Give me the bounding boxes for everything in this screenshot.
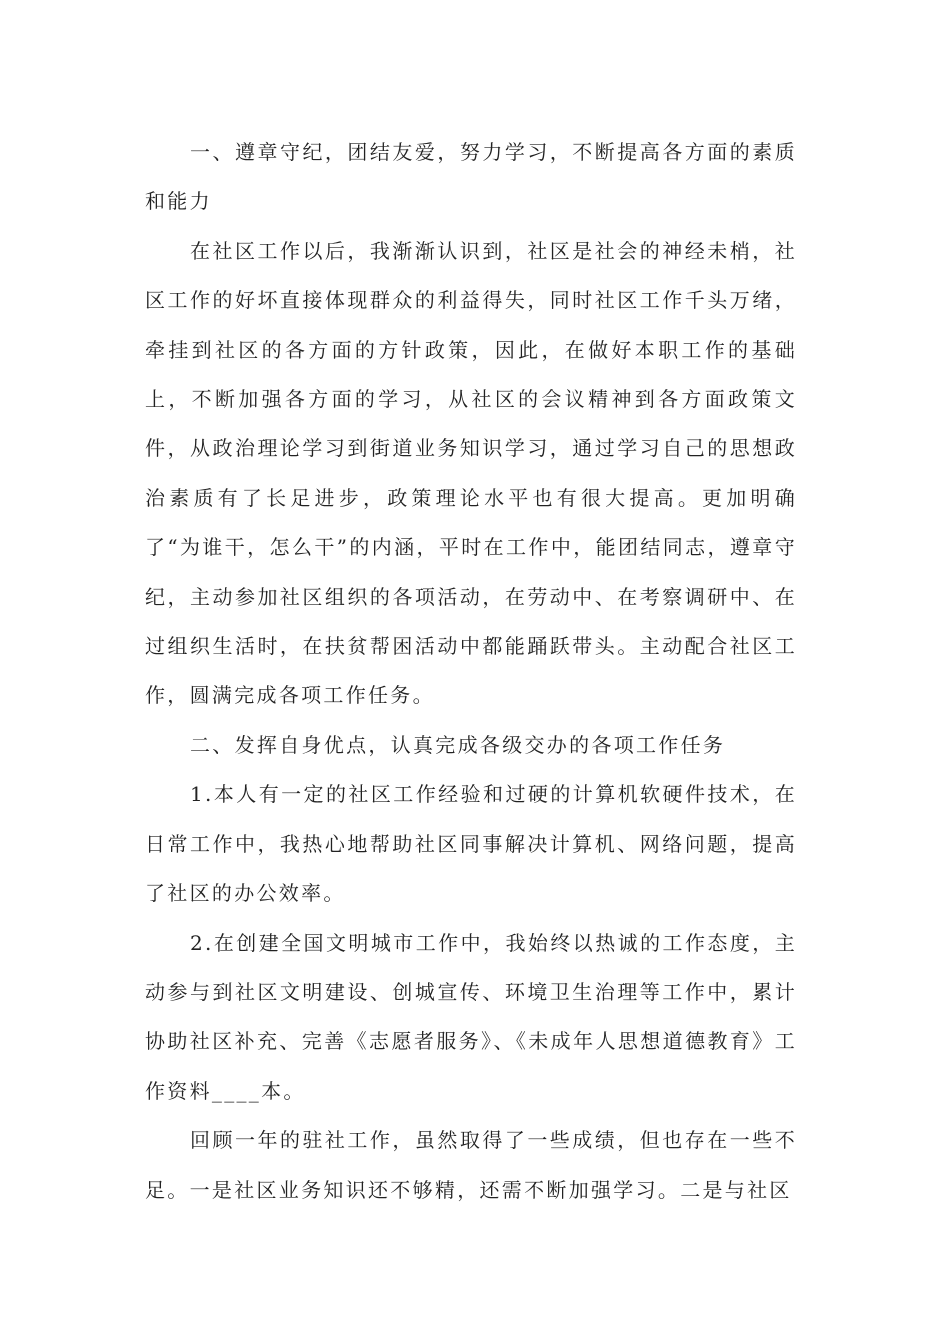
list-item-1: 1.本人有一定的社区工作经验和过硬的计算机软硬件技术，在日常工作中，我热心地帮助社区同事解决计算机、网络问题，提高了社区的办公效率。 — [145, 782, 797, 906]
section-heading-1: 一、遵章守纪，团结友爱，努力学习，不断提高各方面的素质和能力 — [145, 140, 797, 214]
list-item-2: 2.在创建全国文明城市工作中，我始终以热诚的工作态度，主动参与到社区文明建设、创城宣传、环境卫生治理等工作中，累计协助社区补充、完善《志愿者服务》、《未成年人思想道德教育》工作资料____本。 — [145, 930, 797, 1103]
body-paragraph-1: 在社区工作以后，我渐渐认识到，社区是社会的神经未梢，社区工作的好坏直接体现群众的利益得失，同时社区工作千头万绪，牵挂到社区的各方面的方针政策，因此，在做好本职工作的基础上，不断加强各方面的学习，从社区的会议精神到各方面政策文件，从政治理论学习到街道业务知识学习，通过学习自己的思想政治素质有了长足进步，政策理论水平也有很大提高。更加明确了“为谁干，怎么干”的内涵，平时在工作中，能团结同志，遵章守纪，主动参加社区组织的各项活动，在劳动中、在考察调研中、在过组织生活时，在扶贫帮困活动中都能踊跃带头。主动配合社区工作，圆满完成各项工作任务。 — [145, 238, 797, 708]
body-paragraph-2: 回顾一年的驻社工作，虽然取得了一些成绩，但也存在一些不足。一是社区业务知识还不够精，还需不断加强学习。二是与社区 — [145, 1128, 797, 1202]
section-heading-2: 二、发挥自身优点，认真完成各级交办的各项工作任务 — [190, 732, 726, 757]
document-body — [145, 128, 797, 1215]
